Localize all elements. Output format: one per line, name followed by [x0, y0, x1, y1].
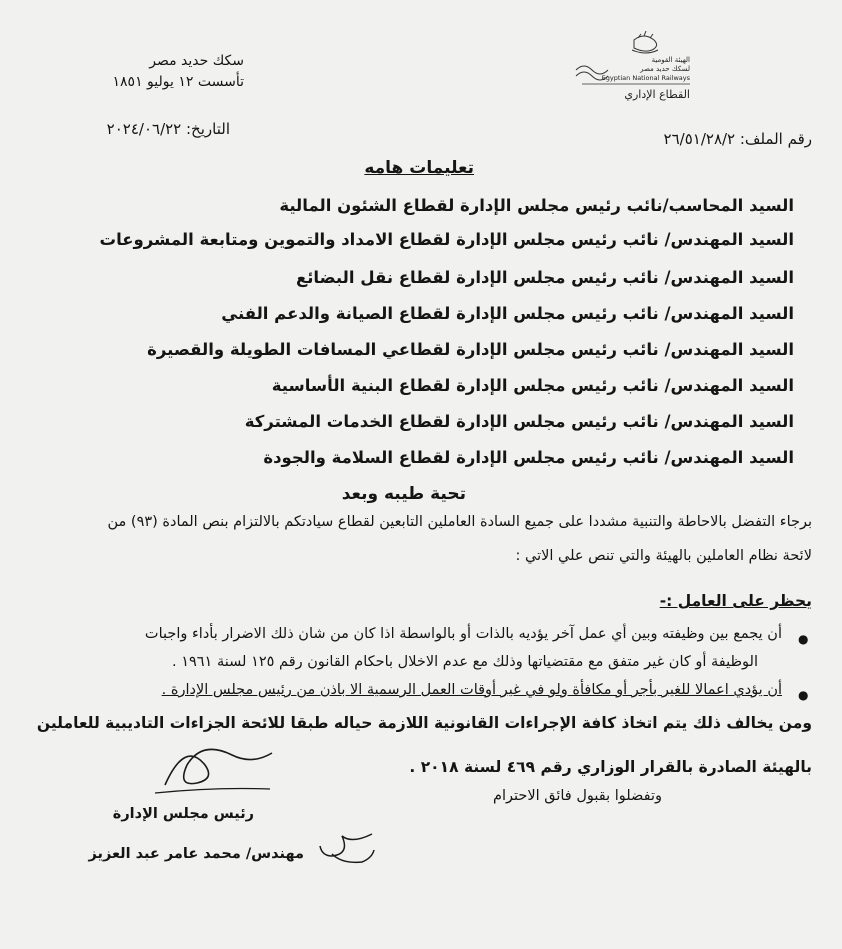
- logo-sector: القطاع الإداري: [624, 88, 690, 101]
- founded-date: تأسست ١٢ يوليو ١٨٥١: [112, 74, 244, 90]
- enr-logo: [572, 30, 692, 112]
- addressee-line: السيد المحاسب/نائب رئيس مجلس الإدارة لقطاع الشئون المالية: [279, 196, 794, 215]
- bullet-icon: ●: [798, 632, 809, 646]
- org-name: سكك حديد مصر: [149, 53, 244, 69]
- addressee-line: السيد المهندس/ نائب رئيس مجلس الإدارة لقطاع السلامة والجودة: [263, 448, 794, 467]
- penalty-line: ومن يخالف ذلك يتم اتخاذ كافة الإجراءات القانونية اللازمة حياله طبقا للائحة الجزاءات التاديبية للعاملين: [36, 714, 812, 732]
- document-title: تعليمات هامه: [364, 158, 474, 178]
- addressee-line: السيد المهندس/ نائب رئيس مجلس الإدارة لقطاع الخدمات المشتركة: [244, 412, 794, 431]
- bullet-text-line: الوظيفة أو كان غير متفق مع مقتضياتها وذلك مع عدم الاخلال باحكام القانون رقم ١٢٥ لسنة ١٩٦١ .: [171, 654, 758, 670]
- signature-name: مهندس/ محمد عامر عبد العزيز: [88, 846, 304, 862]
- signature-title: رئيس مجلس الإدارة: [112, 806, 254, 822]
- body-paragraph-line: لائحة نظام العاملين بالهيئة والتي تنص علي الاتي :: [515, 548, 812, 564]
- handwritten-initials: [312, 824, 382, 874]
- logo-line-3: Egyptian National Railways: [601, 74, 690, 82]
- handwritten-signature: [150, 745, 280, 805]
- bullet-icon: ●: [798, 688, 809, 702]
- addressee-line: السيد المهندس/ نائب رئيس مجلس الإدارة لقطاع الامداد والتموين ومتابعة المشروعات: [99, 230, 794, 249]
- addressee-line: السيد المهندس/ نائب رئيس مجلس الإدارة لقطاعي المسافات الطويلة والقصيرة: [147, 340, 794, 359]
- closing-line: وتفضلوا بقبول فائق الاحترام: [493, 788, 662, 804]
- bullet-text-line: أن يجمع بين وظيفته وبين أي عمل آخر يؤديه بالذات أو بالواسطة اذا كان من شان ذلك الاضرار بأداء واجبات: [144, 626, 782, 642]
- addressee-line: السيد المهندس/ نائب رئيس مجلس الإدارة لقطاع الصيانة والدعم الفني: [221, 304, 794, 323]
- bullet-text-line: أن يؤدي اعمالا للغير بأجر أو مكافأة ولو في غير أوقات العمل الرسمية الا باذن من رئيس مجلس الإدارة .: [161, 682, 782, 698]
- addressee-line: السيد المهندس/ نائب رئيس مجلس الإدارة لقطاع البنية الأساسية: [271, 376, 794, 395]
- addressee-line: السيد المهندس/ نائب رئيس مجلس الإدارة لقطاع نقل البضائع: [295, 268, 794, 287]
- greeting: تحية طيبه وبعد: [341, 484, 466, 504]
- logo-line-1: الهيئة القومية: [651, 56, 690, 64]
- file-number: رقم الملف: ٢٦/٥١/٢٨/٢: [663, 130, 812, 148]
- body-paragraph-line: برجاء التفضل بالاحاطة والتنبية مشددا على جميع السادة العاملين التابعين لقطاع سيادتكم بالالتزام بنص المادة (٩٣) من: [107, 514, 812, 530]
- document-date: التاريخ: ٢٠٢٤/٠٦/٢٢: [106, 120, 230, 138]
- penalty-line: بالهيئة الصادرة بالقرار الوزاري رقم ٤٦٩ لسنة ٢٠١٨ .: [409, 758, 812, 776]
- forbidden-heading: يحظر على العامل :-: [659, 592, 812, 610]
- logo-line-2: لسكك حديد مصر: [640, 65, 690, 73]
